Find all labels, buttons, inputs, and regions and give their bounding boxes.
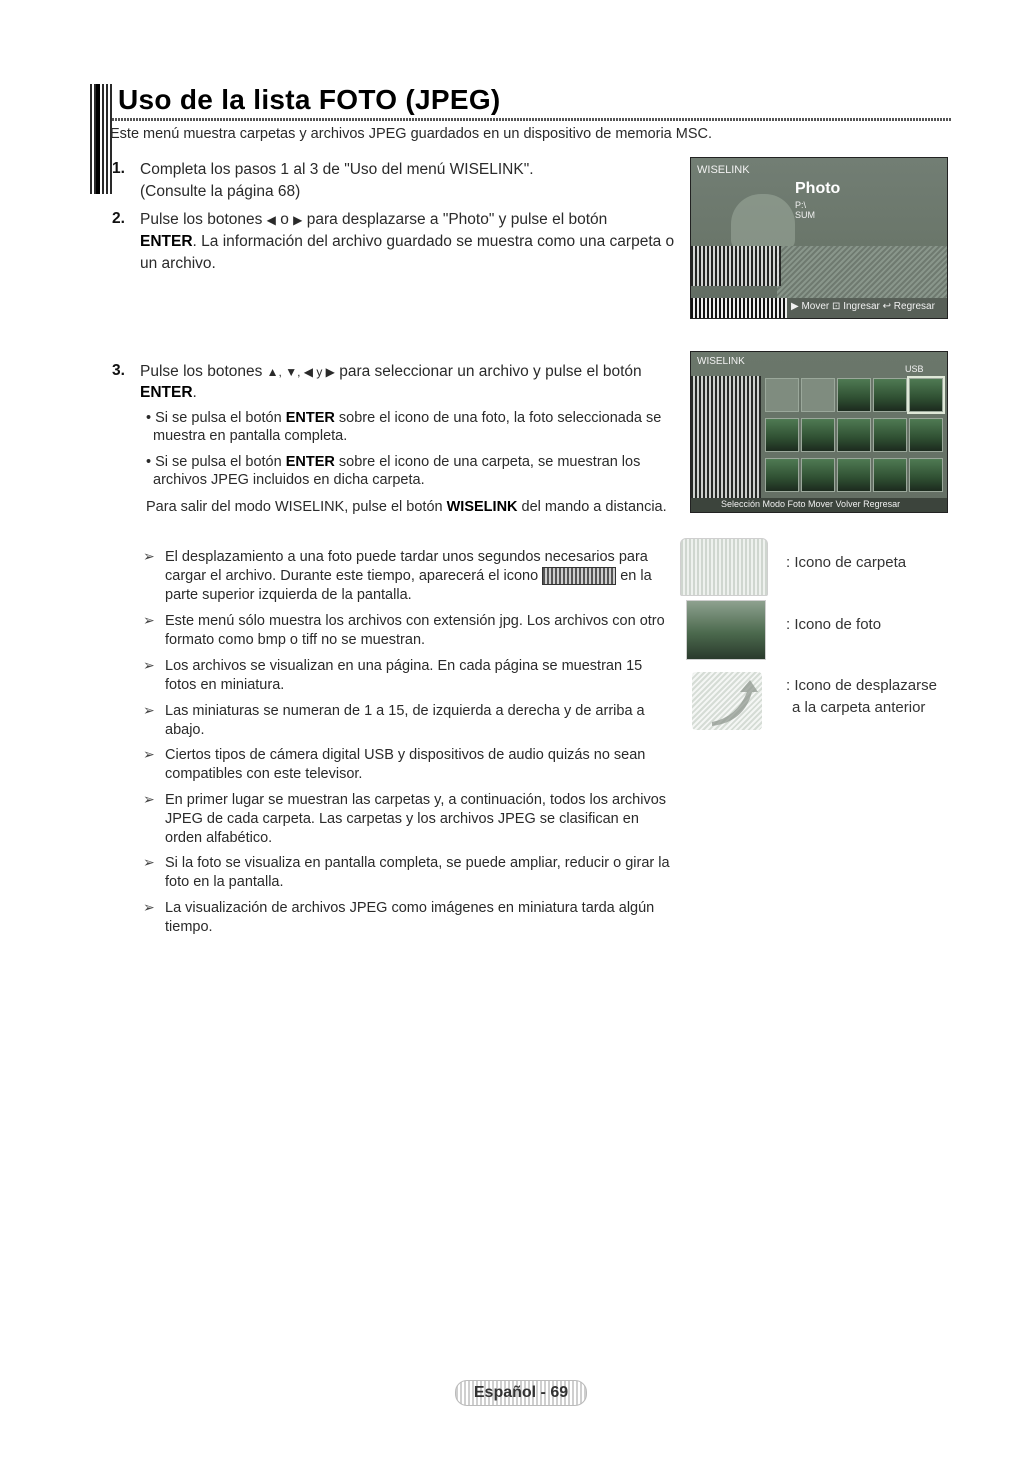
thumbnail-photo xyxy=(765,458,799,492)
step-1-line1: Completa los pasos 1 al 3 de "Uso del menú WISELINK". xyxy=(140,161,534,178)
page-number-badge: Español - 69 xyxy=(455,1380,587,1406)
bullet-2-bold: ENTER xyxy=(285,454,335,470)
bullet-2-pre: Si se pulsa el botón xyxy=(155,454,286,470)
thumbnail-photo xyxy=(801,458,835,492)
exit-pre: Para salir del modo WISELINK, pulse el botón xyxy=(146,499,447,515)
tip-3-line1: Los archivos se visualizan en una página. En cada página se muestran 15 xyxy=(165,658,643,674)
step-3-bullet-2-line2: archivos JPEG incluidos en dicha carpeta. xyxy=(153,472,425,488)
tip-1-line2a: cargar el archivo. Durante este tiempo, aparecerá el icono xyxy=(165,568,539,584)
thumbnail-photo-selected xyxy=(909,378,943,412)
photo-menu-graphic xyxy=(731,194,795,250)
tip-3-line2: fotos en miniatura. xyxy=(165,677,285,693)
thumbnail-photo xyxy=(765,418,799,452)
step-3-period: . xyxy=(192,384,197,401)
step-2-number: 2. xyxy=(112,210,125,227)
screen1-photo-label: Photo xyxy=(795,180,841,197)
page-title: Uso de la lista FOTO (JPEG) xyxy=(118,84,501,115)
thumbnail-photo xyxy=(873,418,907,452)
loading-icon xyxy=(542,567,616,585)
thumbnail-photo xyxy=(873,458,907,492)
tip-5-line1: Ciertos tipos de cámera digital USB y dispositivos de audio quizás no sean xyxy=(165,747,646,763)
step-3-line2 xyxy=(140,382,197,404)
thumbnail-photo xyxy=(837,458,871,492)
tip-7-line2: foto en la pantalla. xyxy=(165,874,284,890)
menu-ribbon xyxy=(777,246,947,306)
screen2-wiselink-label: WISELINK xyxy=(697,356,745,367)
tip-marker-icon: ➢ xyxy=(143,746,155,762)
enter-key-label: ENTER xyxy=(140,233,193,250)
direction-arrows-icon: ▲, ▼, ◀ y ▶ xyxy=(266,365,335,379)
screen2-left-column xyxy=(691,376,761,500)
right-arrow-icon: ▶ xyxy=(293,213,303,227)
tip-8-line2: tiempo. xyxy=(165,919,213,935)
title-rule xyxy=(112,118,952,121)
legend-up-label-line2: a la carpeta anterior xyxy=(792,699,926,716)
legend-folder-label: : Icono de carpeta xyxy=(786,554,907,571)
legend-up-label-line1: : Icono de desplazarse xyxy=(786,677,937,694)
step-2-line1 xyxy=(140,209,607,231)
bullet-1-bold: ENTER xyxy=(285,410,335,426)
step-3-line1 xyxy=(140,361,642,383)
step-1-number: 1. xyxy=(112,160,125,177)
screen1-wiselink-label: WISELINK xyxy=(697,164,750,176)
thumbnail-photo xyxy=(837,378,871,412)
step-3-exit-note xyxy=(146,497,667,517)
left-arrow-icon: ◀ xyxy=(266,213,276,227)
thumbnail-photo xyxy=(837,418,871,452)
tip-6-line1: En primer lugar se muestran las carpetas y, a continuación, todos los archivos xyxy=(165,792,667,808)
tip-2-line1: Este menú sólo muestra los archivos con extensión jpg. Los archivos con otro xyxy=(165,613,665,629)
tip-5-line2: compatibles con este televisor. xyxy=(165,766,363,782)
parent-folder-arrow-icon xyxy=(692,672,762,730)
parent-folder-icon xyxy=(692,672,762,730)
step-2-text-b: para desplazarse a "Photo" y pulse el botón xyxy=(306,211,608,228)
tip-7-line1: Si la foto se visualiza en pantalla completa, se puede ampliar, reducir o girar la xyxy=(165,855,670,871)
screen1-small-label2: SUM xyxy=(795,210,815,220)
tip-1-line2 xyxy=(165,567,652,586)
folder-icon xyxy=(680,538,768,596)
bullet-1-pre: Si se pulsa el botón xyxy=(155,410,286,426)
tip-1-line2b: en la xyxy=(620,568,652,584)
tip-marker-icon: ➢ xyxy=(143,657,155,673)
intro-text: Este menú muestra carpetas y archivos JPEG guardados en un dispositivo de memoria MSC. xyxy=(110,126,713,142)
legend-photo-label: : Icono de foto xyxy=(786,616,882,633)
step-2-text-c: . La información del archivo guardado se muestra como una carpeta o xyxy=(192,233,675,250)
tip-4-line2: abajo. xyxy=(165,722,205,738)
thumbnail-grid xyxy=(765,378,941,492)
exit-bold: WISELINK xyxy=(446,499,518,515)
screen2-bottom-bar-text: Selección Modo Foto Mover Volver Regresar xyxy=(721,499,901,509)
step-3-bullet-2: • Si se pulsa el botón ENTER sobre el icono de una carpeta, se muestran los xyxy=(146,454,641,470)
thumbnail-folder xyxy=(801,378,835,412)
screen1-bottom-bar-text: ▶ Mover ⊡ Ingresar ↩ Regresar xyxy=(791,301,935,312)
step-2-line3: un archivo. xyxy=(140,255,216,272)
step-3-text-b: para seleccionar un archivo y pulse el botón xyxy=(339,363,642,380)
tip-marker-icon: ➢ xyxy=(143,899,155,915)
tip-6-line2: JPEG de cada carpeta. Las carpetas y los archivos JPEG se clasifican en xyxy=(165,811,639,827)
thumbnail-photo xyxy=(909,418,943,452)
tip-6-line3: orden alfabético. xyxy=(165,830,273,846)
step-2-text-a: Pulse los botones xyxy=(140,211,263,228)
thumbnail-photo xyxy=(909,458,943,492)
tip-1-line3: parte superior izquierda de la pantalla. xyxy=(165,587,412,603)
tv-screen-photo-list xyxy=(690,351,948,513)
tip-4-line1: Las miniaturas se numeran de 1 a 15, de izquierda a derecha y de arriba a xyxy=(165,703,645,719)
step-2-or: o xyxy=(280,211,289,228)
screen2-usb-label: USB xyxy=(905,364,924,374)
tip-marker-icon: ➢ xyxy=(143,702,155,718)
screen2-bottom-bar xyxy=(691,498,947,512)
tip-8-line1: La visualización de archivos JPEG como imágenes en miniatura tarda algún xyxy=(165,900,655,916)
photo-icon xyxy=(686,600,766,660)
step-3-bullet-1: • Si se pulsa el botón ENTER sobre el icono de una foto, la foto seleccionada se xyxy=(146,410,662,426)
step-3-number: 3. xyxy=(112,362,125,379)
step-3-text-a: Pulse los botones xyxy=(140,363,263,380)
tip-2-line2: formato como bmp o tiff no se muestran. xyxy=(165,632,426,648)
tip-1-line1: El desplazamiento a una foto puede tardar unos segundos necesarios para xyxy=(165,549,648,565)
tip-marker-icon: ➢ xyxy=(143,791,155,807)
tip-marker-icon: ➢ xyxy=(143,854,155,870)
menu-stripes xyxy=(691,246,781,286)
tip-marker-icon: ➢ xyxy=(143,548,155,564)
step-1-line2: (Consulte la página 68) xyxy=(140,183,301,200)
enter-key-label-2: ENTER xyxy=(140,384,193,401)
step-3-bullet-1-line2: muestra en pantalla completa. xyxy=(153,428,348,444)
thumbnail-photo xyxy=(873,378,907,412)
bullet-1-post: sobre el icono de una foto, la foto seleccionada se xyxy=(334,410,662,426)
tv-screen-photo-menu xyxy=(690,157,948,319)
thumbnail-folder xyxy=(765,378,799,412)
step-2-line2 xyxy=(140,231,674,253)
screen1-small-label1: P:\ xyxy=(795,200,807,210)
exit-post: del mando a distancia. xyxy=(517,499,667,515)
screen1-bottom-stripes xyxy=(691,298,791,318)
screen1-bottom-bar xyxy=(787,298,947,318)
tip-marker-icon: ➢ xyxy=(143,612,155,628)
thumbnail-photo xyxy=(801,418,835,452)
bullet-2-post: sobre el icono de una carpeta, se muestran los xyxy=(334,454,641,470)
